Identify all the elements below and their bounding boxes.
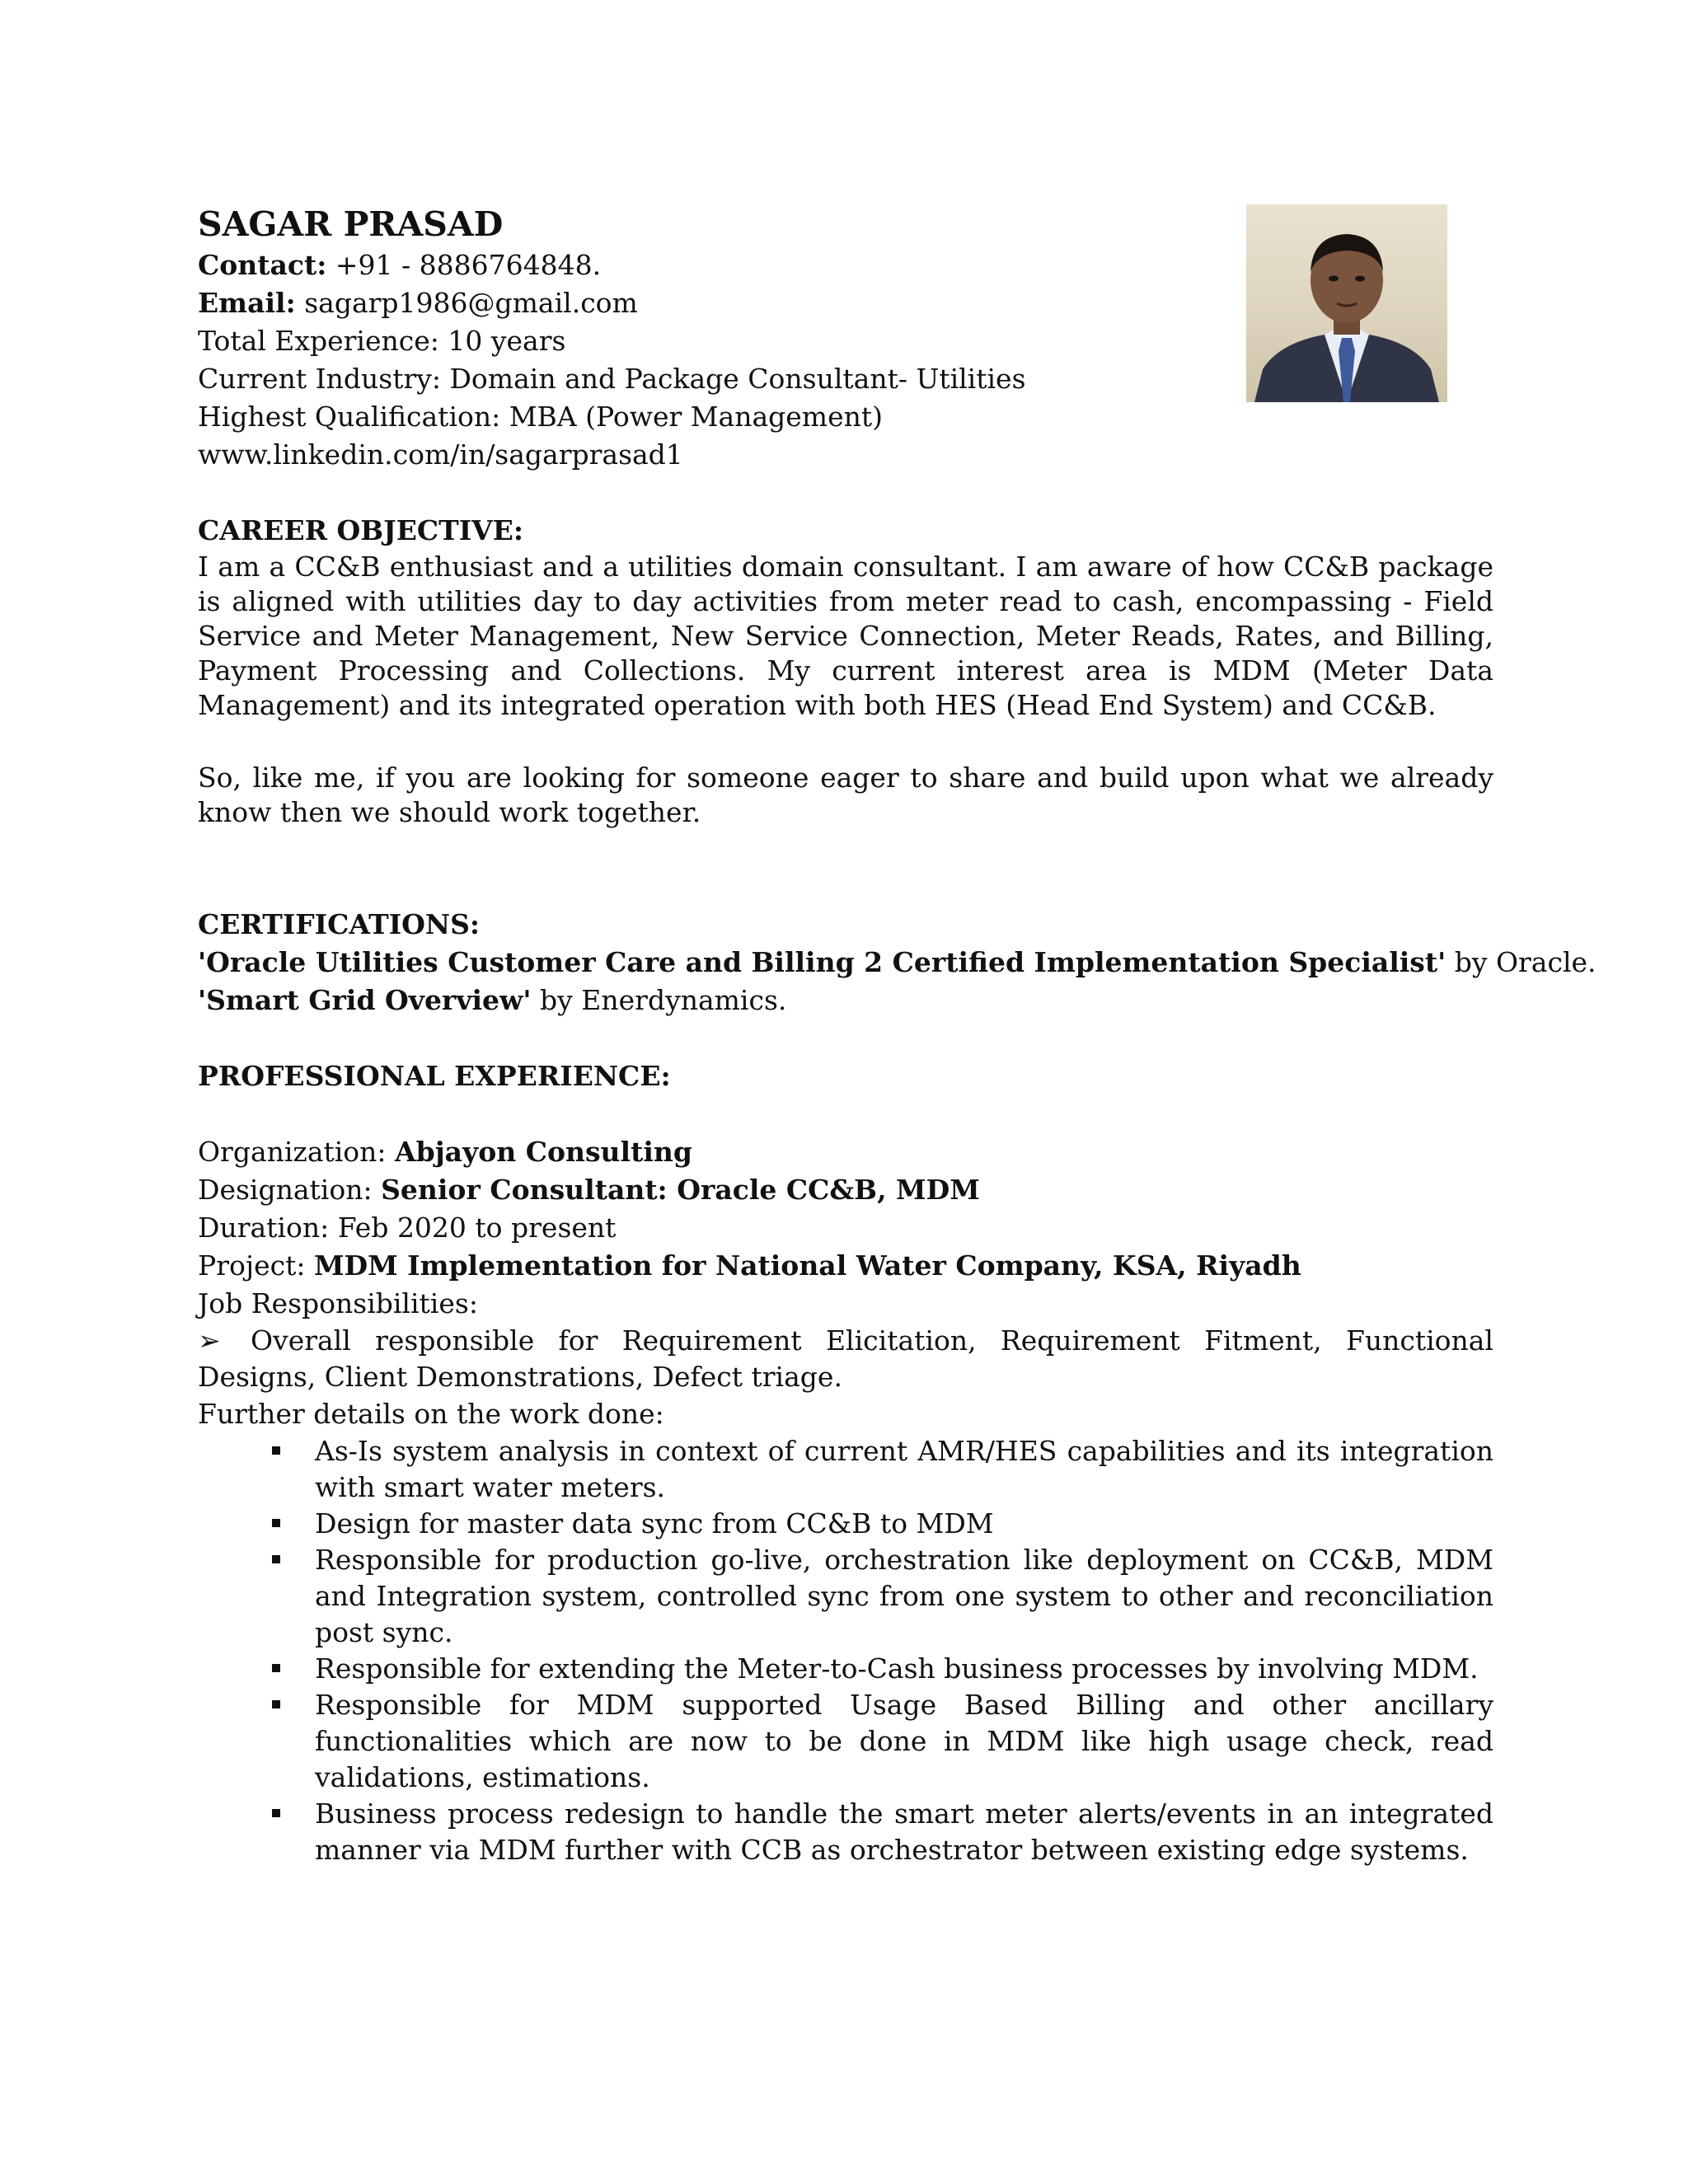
list-item-text: Design for master data sync from CC&B to MDM — [315, 1507, 994, 1540]
list-item-text: Responsible for MDM supported Usage Based Billing and other ancillary functionalities which are now to be done in MDM like high usage check, read validations, estimations. — [315, 1689, 1493, 1794]
total-experience: Total Experience: 10 years — [198, 325, 566, 358]
square-bullet-icon — [272, 1519, 280, 1527]
linkedin-url: www.linkedin.com/in/sagarprasad1 — [198, 438, 683, 471]
spacer — [198, 1019, 1493, 1057]
email-line — [198, 284, 1493, 322]
email-value: sagarp1986@gmail.com — [295, 287, 638, 320]
email-label: Email: — [198, 287, 296, 320]
certification-name: 'Oracle Utilities Customer Care and Billing 2 Certified Implementation Specialist' — [198, 946, 1447, 979]
career-objective-paragraph-2: So, like me, if you are looking for someone eager to share and build upon what we already know then we should work together. — [198, 762, 1493, 829]
project-name: MDM Implementation for National Water Company, KSA, Riyadh — [313, 1249, 1301, 1282]
candidate-name: SAGAR PRASAD — [198, 204, 504, 244]
designation-line — [198, 1171, 1493, 1209]
arrow-bullet-icon: ➢ — [198, 1324, 221, 1357]
career-objective-title: CAREER OBJECTIVE: — [198, 514, 524, 547]
job-responsibility-text: Overall responsible for Requirement Elicitation, Requirement Fitment, Functional Designs, Client Demonstrations, Defect triage. — [198, 1324, 1493, 1394]
organization-label: Organization: — [198, 1136, 396, 1169]
square-bullet-icon — [272, 1446, 280, 1455]
job-responsibilities-label: Job Responsibilities: — [198, 1287, 478, 1320]
list-item-text: Responsible for production go-live, orchestration like deployment on CC&B, MDM and Integration system, controlled sync from one system to other and reconciliation post sync. — [315, 1544, 1493, 1649]
current-industry: Current Industry: Domain and Package Consultant- Utilities — [198, 363, 1026, 396]
square-bullet-icon — [272, 1664, 280, 1672]
professional-experience-title: PROFESSIONAL EXPERIENCE: — [198, 1060, 671, 1093]
career-objective-paragraph-1: I am a CC&B enthusiast and a utilities domain consultant. I am aware of how CC&B package is aligned with utilities day to day activities from meter read to cash, encompassing - Field Service and Meter Management, New Service Connection, Meter Reads, Rates, and Billing, Payment Processing and Collections. My current interest area is MDM (Meter Data Management) and its integrated operation with both HES (Head End System) and CC&B. — [198, 551, 1493, 722]
organization-line — [198, 1133, 1493, 1171]
spacer — [198, 830, 1493, 906]
work-details-list — [198, 1433, 1493, 1868]
certification-issuer: by Enerdynamics. — [531, 984, 787, 1017]
designation-label: Designation: — [198, 1174, 382, 1207]
project-label: Project: — [198, 1249, 314, 1282]
project-line — [198, 1247, 1493, 1285]
spacer — [198, 1095, 1493, 1133]
certification-name: 'Smart Grid Overview' — [198, 984, 532, 1017]
list-item — [315, 1651, 1493, 1687]
certification-item — [198, 944, 1597, 982]
list-item — [315, 1542, 1493, 1651]
certifications-title: CERTIFICATIONS: — [198, 908, 481, 941]
job-responsibility-item — [198, 1323, 1493, 1395]
contact-label: Contact: — [198, 249, 327, 282]
square-bullet-icon — [272, 1555, 280, 1563]
list-item — [315, 1796, 1493, 1868]
organization-name: Abjayon Consulting — [395, 1136, 692, 1169]
resume-page — [198, 204, 1597, 1868]
certification-issuer: by Oracle. — [1446, 946, 1597, 979]
contact-line — [198, 246, 1493, 284]
list-item-text: Business process redesign to handle the smart meter alerts/events in an integrated manner via MDM further with CCB as orchestrator between existing edge systems. — [315, 1797, 1493, 1867]
list-item — [315, 1433, 1493, 1506]
list-item — [315, 1687, 1493, 1796]
square-bullet-icon — [272, 1700, 280, 1708]
certification-item — [198, 982, 1493, 1019]
designation-value: Senior Consultant: Oracle CC&B, MDM — [381, 1174, 980, 1207]
list-item — [315, 1506, 1493, 1542]
list-item-text: As-Is system analysis in context of current AMR/HES capabilities and its integration with smart water meters. — [315, 1435, 1493, 1504]
spacer — [198, 474, 1493, 512]
list-item-text: Responsible for extending the Meter-to-Cash business processes by involving MDM. — [315, 1652, 1479, 1685]
duration-line: Duration: Feb 2020 to present — [198, 1212, 617, 1244]
contact-value: +91 - 8886764848. — [326, 249, 602, 282]
highest-qualification: Highest Qualification: MBA (Power Management) — [198, 401, 883, 434]
spacer — [198, 723, 1493, 761]
square-bullet-icon — [272, 1809, 280, 1817]
further-details-label: Further details on the work done: — [198, 1398, 664, 1431]
